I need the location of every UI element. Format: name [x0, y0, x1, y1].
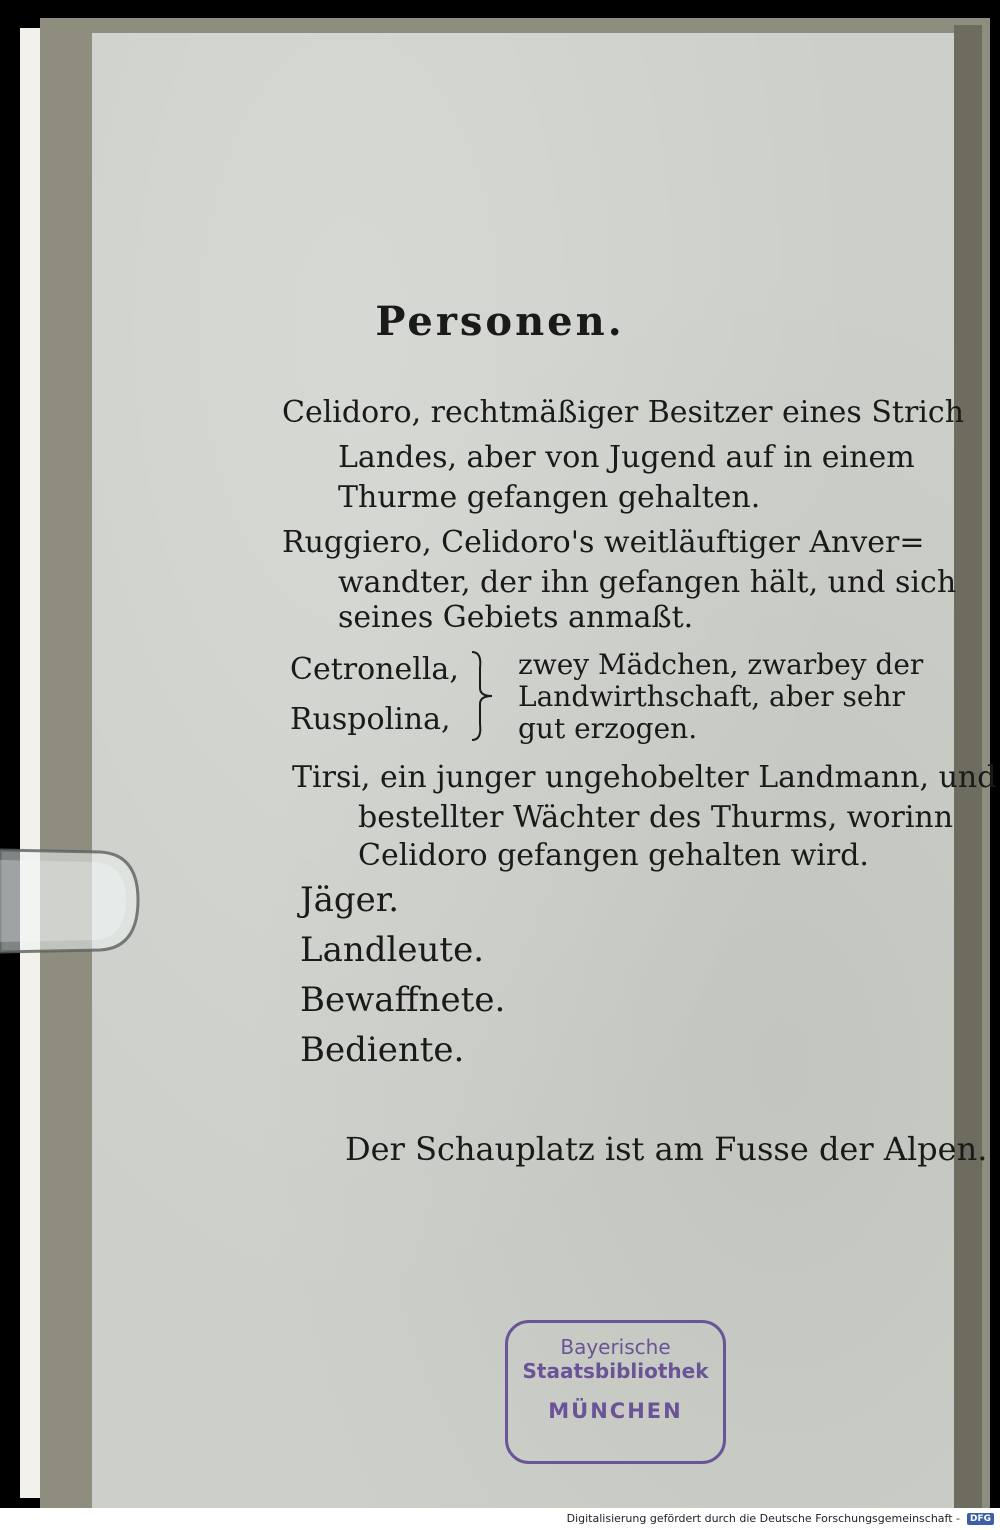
stamp-line-3: MÜNCHEN	[548, 1399, 683, 1423]
cast-extra-bediente: Bediente.	[300, 1030, 465, 1070]
footer-bar	[0, 1508, 1000, 1530]
cast-ruggiero-line-2: wandter, der ihn gefangen hält, und sich	[338, 565, 957, 600]
cast-extra-jaeger: Jäger.	[300, 880, 400, 920]
cast-tirsi-line-3: Celidoro gefangen gehalten wird.	[358, 838, 869, 873]
group-desc-line-1: zwey Mädchen, zwarbey der	[518, 648, 924, 681]
stamp-line-2: Staatsbibliothek	[522, 1359, 709, 1383]
footer-text: Digitalisierung gefördert durch die Deutsche Forschungsgemeinschaft -	[566, 1512, 960, 1525]
group-desc-line-3: gut erzogen.	[518, 712, 698, 745]
dfg-logo: DFG	[967, 1513, 994, 1525]
cast-tirsi-line-2: bestellter Wächter des Thurms, worinn	[358, 800, 954, 835]
cast-celidoro-line-3: Thurme gefangen gehalten.	[338, 480, 761, 515]
cast-name-cetronella: Cetronella,	[290, 652, 459, 687]
library-stamp	[505, 1320, 726, 1464]
page-clip	[0, 840, 140, 965]
page-heading: Personen.	[375, 298, 625, 345]
cast-name-ruspolina: Ruspolina,	[290, 702, 451, 737]
cast-tirsi-line-1: Tirsi, ein junger ungehobelter Landmann, und	[292, 760, 997, 795]
cast-ruggiero-line-3: seines Gebiets anmaßt.	[338, 600, 694, 635]
cast-celidoro-line-2: Landes, aber von Jugend auf in einem	[338, 440, 915, 475]
cast-extra-bewaffnete: Bewaffnete.	[300, 980, 506, 1020]
cast-celidoro-line-1: Celidoro, rechtmäßiger Besitzer eines Strich	[282, 395, 965, 430]
cast-extra-landleute: Landleute.	[300, 930, 484, 970]
group-desc-line-2: Landwirthschaft, aber sehr	[518, 680, 905, 713]
setting-line: Der Schauplatz ist am Fusse der Alpen.	[345, 1130, 988, 1168]
brace-bracket	[466, 648, 502, 744]
cast-ruggiero-line-1: Ruggiero, Celidoro's weitläuftiger Anver=	[282, 525, 925, 560]
stamp-line-1: Bayerische	[560, 1335, 671, 1359]
